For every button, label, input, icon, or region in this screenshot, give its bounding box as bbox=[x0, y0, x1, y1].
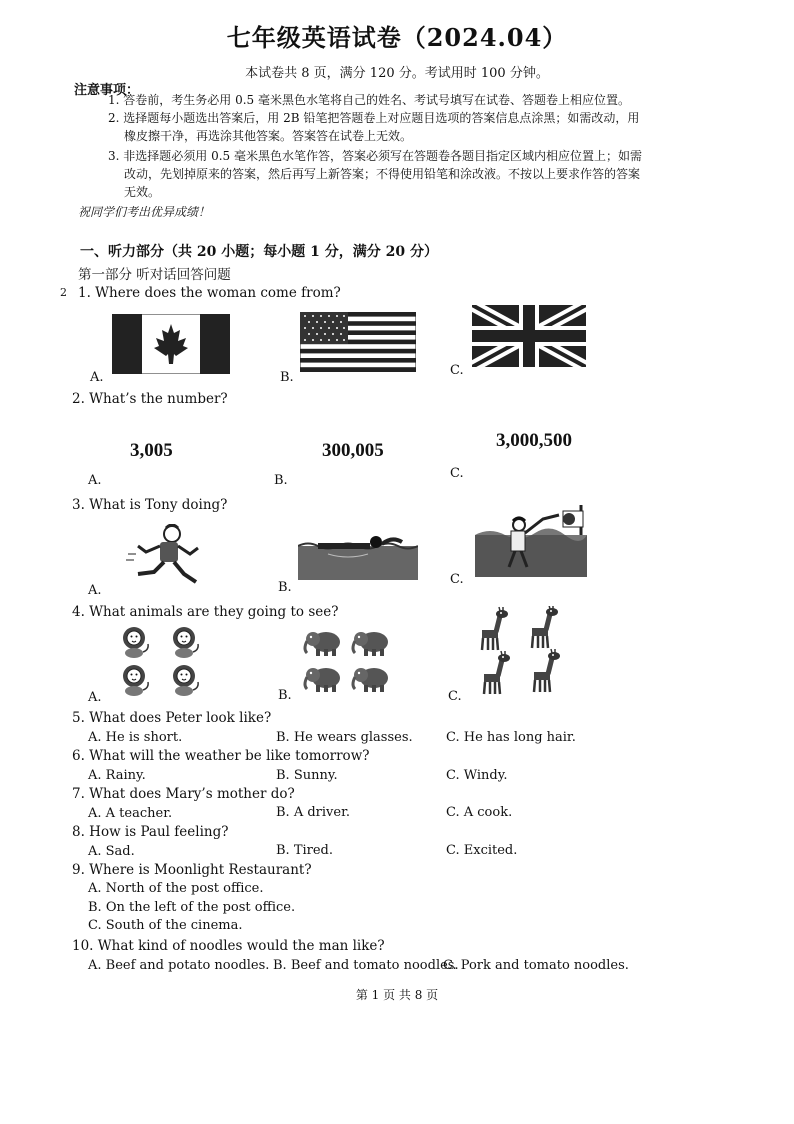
notice-item-3-end: 无效。 bbox=[124, 185, 161, 199]
page-number: 第 1 页 共 8 页 bbox=[355, 988, 439, 1002]
part1-title: 第一部分 听对话回答问题 bbox=[78, 267, 231, 283]
notice-item-3-cont: 改动，先划掉原来的答案，然后再写上新答案；不得使用铅笔和涂改液。不按以上要求作答的答案 bbox=[124, 167, 641, 181]
uk-flag-icon bbox=[472, 305, 586, 367]
q8-option-c[interactable]: C. Excited. bbox=[446, 843, 518, 858]
q9-option-c[interactable]: C. South of the cinema. bbox=[88, 918, 243, 933]
elephants-icon bbox=[298, 628, 398, 698]
number-option-a: 3,005 bbox=[130, 440, 173, 461]
q1-option-a[interactable]: A. bbox=[90, 370, 104, 385]
q7-option-c[interactable]: C. A cook. bbox=[446, 805, 513, 820]
q3-option-b[interactable]: B. bbox=[278, 580, 292, 595]
q1-option-b[interactable]: B. bbox=[280, 370, 294, 385]
exam-info: 本试卷共 8 页，满分 120 分。考试用时 100 分钟。 bbox=[245, 66, 549, 81]
q2-option-b[interactable]: B. bbox=[274, 473, 288, 488]
number-option-c: 3,000,500 bbox=[496, 430, 572, 451]
q6-option-a[interactable]: A. Rainy. bbox=[88, 768, 146, 783]
notice-item-2: 2. 选择题每小题选出答案后，用 2B 铅笔把答题卷上对应题目选项的答案信息点涂黑；如需改动，用 bbox=[108, 111, 640, 125]
q10-option-a[interactable]: A. Beef and potato noodles. bbox=[88, 958, 270, 973]
q10-option-b[interactable]: B. Beef and tomato noodles. bbox=[273, 958, 459, 973]
question-9: 9. Where is Moonlight Restaurant? bbox=[72, 862, 312, 878]
canada-flag-icon bbox=[112, 314, 230, 374]
q9-option-b[interactable]: B. On the left of the post office. bbox=[88, 900, 296, 915]
q3-option-a[interactable]: A. bbox=[88, 583, 102, 598]
q4-option-c[interactable]: C. bbox=[448, 689, 462, 704]
q4-option-b[interactable]: B. bbox=[278, 688, 292, 703]
section-listening-title: 一、听力部分（共 20 小题；每小题 1 分，满分 20 分） bbox=[80, 244, 438, 260]
question-2: 2. What’s the number? bbox=[72, 391, 228, 407]
q5-option-c[interactable]: C. He has long hair. bbox=[446, 730, 576, 745]
q6-option-c[interactable]: C. Windy. bbox=[446, 768, 508, 783]
question-1: 1. Where does the woman come from? bbox=[78, 285, 341, 301]
question-7: 7. What does Mary’s mother do? bbox=[72, 786, 295, 802]
q5-option-a[interactable]: A. He is short. bbox=[88, 730, 183, 745]
q7-option-b[interactable]: B. A driver. bbox=[276, 805, 350, 820]
question-5: 5. What does Peter look like? bbox=[72, 710, 272, 726]
q8-option-a[interactable]: A. Sad. bbox=[88, 844, 135, 859]
q10-option-c[interactable]: C. Pork and tomato noodles. bbox=[443, 958, 629, 973]
question-4: 4. What animals are they going to see? bbox=[72, 604, 339, 620]
lions-icon bbox=[114, 624, 210, 704]
q6-option-b[interactable]: B. Sunny. bbox=[276, 768, 338, 783]
q2-option-c[interactable]: C. bbox=[450, 466, 464, 481]
q7-option-a[interactable]: A. A teacher. bbox=[88, 806, 173, 821]
q8-option-b[interactable]: B. Tired. bbox=[276, 843, 334, 858]
q9-option-a[interactable]: A. North of the post office. bbox=[88, 881, 264, 896]
notice-item-2-cont: 橡皮擦干净，再选涂其他答案。答案答在试卷上无效。 bbox=[124, 129, 413, 143]
running-boy-icon bbox=[126, 524, 206, 588]
q2-option-a[interactable]: A. bbox=[88, 473, 102, 488]
margin-mark: 2 bbox=[60, 286, 67, 299]
usa-flag-icon bbox=[300, 312, 416, 372]
giraffes-icon bbox=[470, 606, 570, 698]
q5-option-b[interactable]: B. He wears glasses. bbox=[276, 730, 413, 745]
swimmer-icon bbox=[298, 532, 418, 580]
question-10: 10. What kind of noodles would the man like? bbox=[72, 938, 385, 954]
wish-text: 祝同学们考出优异成绩！ bbox=[78, 205, 211, 219]
number-option-b: 300,005 bbox=[322, 440, 384, 461]
page-title: 七年级英语试卷（2024.04） bbox=[226, 23, 568, 52]
question-3: 3. What is Tony doing? bbox=[72, 497, 228, 513]
notice-heading: 注意事项： bbox=[74, 83, 140, 98]
question-6: 6. What will the weather be like tomorrow? bbox=[72, 748, 370, 764]
q3-option-c[interactable]: C. bbox=[450, 572, 464, 587]
q4-option-a[interactable]: A. bbox=[88, 690, 102, 705]
q1-option-c[interactable]: C. bbox=[450, 363, 464, 378]
basketball-player-icon bbox=[475, 505, 587, 577]
notice-item-3: 3. 非选择题必须用 0.5 毫米黑色水笔作答，答案必须写在答题卷各题目指定区域内相应位置上；如需 bbox=[108, 149, 642, 163]
notice-item-1: 1. 答卷前，考生务必用 0.5 毫米黑色水笔将自己的姓名、考试号填写在试卷、答题卷上相应位置。 bbox=[108, 93, 630, 107]
question-8: 8. How is Paul feeling? bbox=[72, 824, 229, 840]
